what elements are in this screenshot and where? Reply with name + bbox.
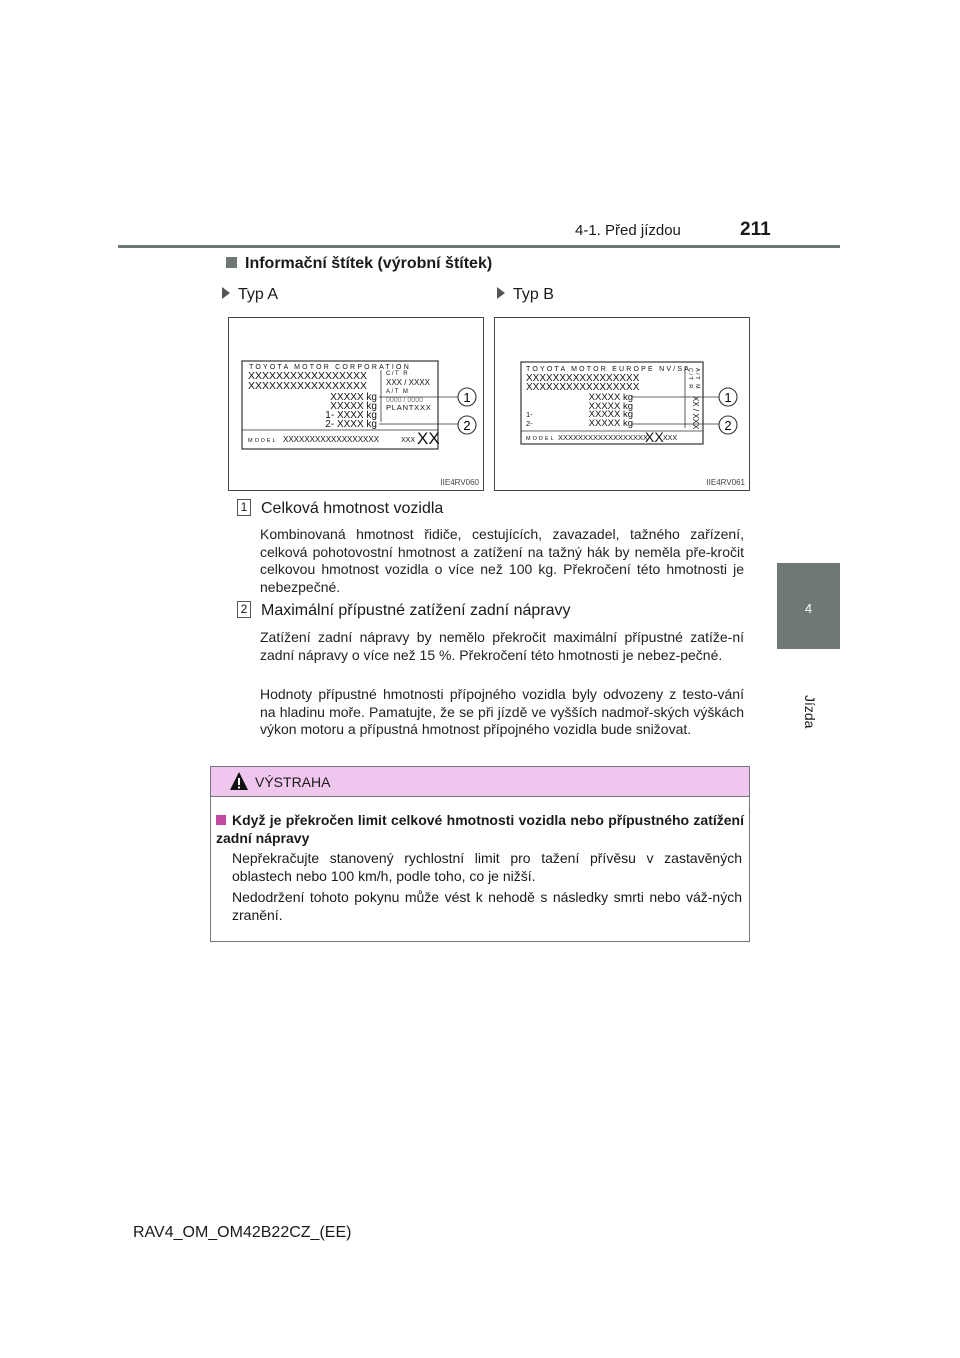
plate-a-model-xxx: XXX	[401, 437, 416, 444]
plate-a-illustration	[229, 318, 483, 490]
plate-a-model-big: XX	[417, 429, 440, 448]
plate-a-ctr: C/T R	[386, 371, 410, 377]
chapter-tab: 4	[777, 563, 840, 649]
plate-a-row3: XXXXXXXXXXXXXXXXX	[248, 380, 368, 392]
plate-a-plant: PLANTXXX	[386, 403, 432, 412]
item-2-number: 2	[237, 601, 251, 618]
square-bullet-icon	[226, 257, 237, 268]
type-a-label	[222, 286, 278, 304]
plate-b-model-value: XXXXXXXXXXXXXXXXXX	[558, 433, 649, 442]
warning-title: VÝSTRAHA	[255, 774, 331, 790]
item-1-text: Kombinovaná hmotnost řidiče, cestujících, zavazadel, tažného zařízení, celková pohotovostní hmotnost a zatížení na tažný hák by neměla pře-kročit celkovou hmotnost vozidla o více než 100 kg. Překročení této hmotnosti je nebezpečné.	[260, 526, 744, 595]
item-1-number: 1	[237, 499, 251, 516]
plate-a-model: MODEL	[248, 438, 278, 444]
figure-type-b	[494, 317, 750, 491]
item-1-title	[237, 499, 443, 518]
warning-triangle-icon	[229, 771, 249, 791]
plate-a-row6: 1- XXXX kg	[325, 410, 377, 421]
type-b-label	[497, 286, 554, 304]
warning-paragraph-2: Nedodržení tohoto pokynu může vést k nehodě s následky smrti nebo váž-ných zranění.	[232, 889, 742, 923]
plate-a-row7: 2- XXXX kg	[325, 419, 377, 430]
section-title	[226, 255, 492, 273]
type-b-text: Typ B	[513, 286, 554, 303]
plate-a-callout-2: 2	[463, 418, 471, 433]
plate-b-row4: XXXXX kg	[588, 392, 633, 403]
plate-a-row1: TOYOTA MOTOR CORPORATION	[249, 364, 411, 371]
warning-header	[211, 767, 749, 797]
plate-a-atm: A/T M	[386, 389, 410, 395]
warning-box	[210, 766, 750, 942]
plate-a-callout-1: 1	[463, 390, 471, 405]
figure-type-a	[228, 317, 484, 491]
page-number: 211	[740, 219, 771, 240]
plate-b-row1: TOYOTA MOTOR EUROPE NV/SA	[526, 366, 692, 373]
item-2-text-2: Hodnoty přípustné hmotnosti přípojného vozidla byly odvozeny z testo-vání na hladinu moře. Pamatujte, že se při jízdě ve vyšších nadmoř-ských výškách výkon motoru a přípustná hmotnost přípojného vozidla bude snižovat.	[260, 686, 744, 738]
plate-b-callout-2: 2	[724, 418, 732, 433]
plate-b-row5: XXXXX kg	[588, 401, 633, 412]
plate-a-row2: XXXXXXXXXXXXXXXXX	[248, 370, 368, 382]
plate-a-ctr-value: XXX / XXXX	[386, 378, 431, 387]
square-bullet-icon	[216, 815, 226, 825]
plate-b-side-atm: A/T M	[694, 368, 700, 391]
item-1-title-text: Celková hmotnost vozidla	[261, 500, 444, 517]
plate-b-side-value: XX / XXX	[691, 396, 700, 430]
item-2-title	[237, 601, 571, 620]
footer-document-code: RAV4_OM_OM42B22CZ_(EE)	[133, 1224, 352, 1241]
section-title-text: Informační štítek (výrobní štítek)	[245, 255, 493, 272]
plate-b-illustration	[495, 318, 749, 490]
type-a-text: Typ A	[238, 286, 279, 303]
header-rule	[118, 245, 840, 248]
warning-heading-text: Když je překročen limit celkové hmotnosti vozidla nebo přípustného zatížení zadní nápravy	[216, 812, 744, 846]
plate-b-row7-value: XXXXX kg	[588, 418, 633, 429]
plate-b-callout-1: 1	[724, 390, 732, 405]
plate-b-row6-value: XXXXX kg	[588, 409, 633, 420]
plate-b-row2: XXXXXXXXXXXXXXXXX	[526, 373, 640, 384]
plate-b-row7: 2-	[526, 419, 533, 428]
warning-heading	[216, 811, 744, 847]
plate-b-row3: XXXXXXXXXXXXXXXXX	[526, 382, 640, 393]
warning-paragraph-1: Nepřekračujte stanovený rychlostní limit pro tažení přívěsu v zastavěných oblastech nebo 100 km/h, podle toho, co je nižší.	[232, 850, 742, 884]
plate-b-model-xxx: XXX	[663, 435, 678, 442]
triangle-bullet-icon	[222, 287, 230, 299]
plate-a-atm-value: 0000 / 0000	[386, 397, 423, 404]
item-2-title-text: Maximální přípustné zatížení zadní nápravy	[261, 602, 571, 619]
plate-b-model: MODEL	[526, 436, 556, 442]
plate-b-row6: 1-	[526, 410, 533, 419]
plate-a-model-value: XXXXXXXXXXXXXXXXXX	[283, 435, 380, 444]
figure-b-code: IIE4RV061	[706, 478, 745, 487]
plate-a-row4: XXXXX kg	[330, 392, 377, 403]
item-2-text: Zatížení zadní nápravy by nemělo překročit maximální přípustné zatíže-ní zadní nápravy o více než 15 %. Překročení této hmotnosti je nebez-pečné.	[260, 629, 744, 663]
chapter-tab-label: Jízda	[802, 695, 818, 729]
plate-a-row5: XXXXX kg	[330, 401, 377, 412]
header-section-title: 4-1. Před jízdou	[575, 222, 681, 239]
figure-a-code: IIE4RV060	[440, 478, 479, 487]
triangle-bullet-icon	[497, 287, 505, 299]
plate-b-side-ctr: C/T R	[687, 368, 693, 390]
plate-b-model-big: XX	[645, 429, 664, 445]
